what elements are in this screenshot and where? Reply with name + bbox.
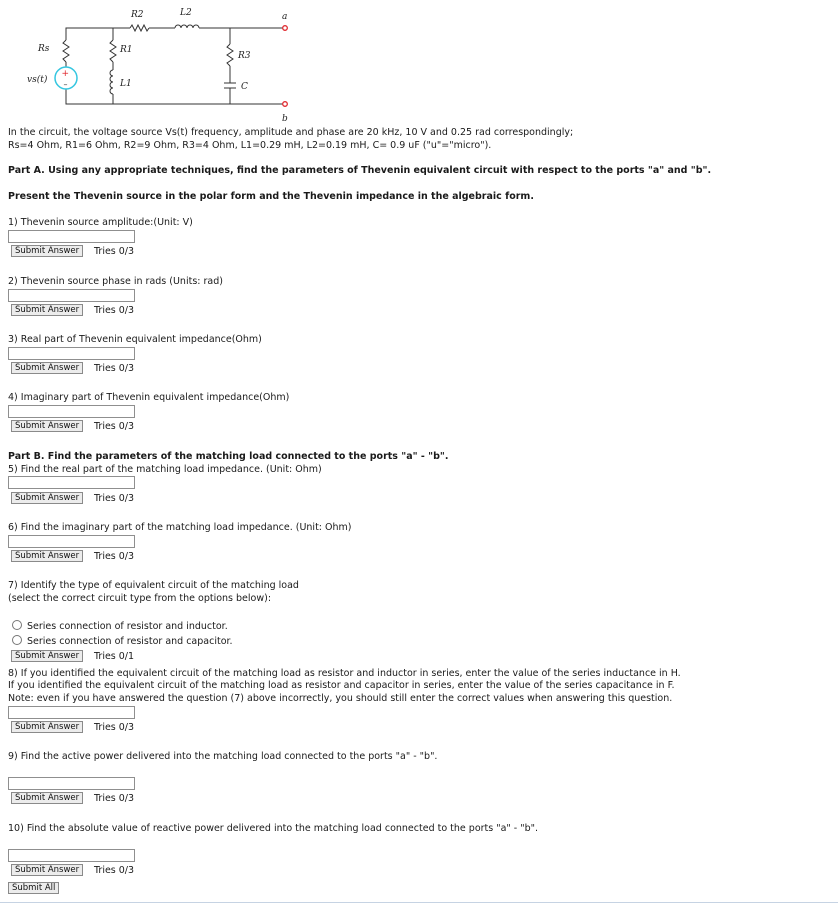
part-a-title: Part A. Using any appropriate techniques, find the parameters of Thevenin equivalent circuit with respect to the ports "a" and "b". — [8, 165, 712, 176]
label-a: a — [282, 12, 288, 22]
answer-6-input[interactable] — [8, 535, 135, 548]
submit-answer-4-button[interactable]: Submit Answer — [11, 420, 83, 432]
question-2-label: 2) Thevenin source phase in rads (Units: rad) — [8, 276, 223, 287]
part-b-title: Part B. Find the parameters of the matching load connected to the ports "a" - "b". — [8, 451, 449, 462]
label-l1: L1 — [120, 79, 132, 89]
answer-10-input[interactable] — [8, 849, 135, 862]
question-8-label-2: If you identified the equivalent circuit of the matching load as resistor and capacitor in series, enter the value of the series capacitance in F. — [8, 680, 675, 691]
submit-all-button[interactable]: Submit All — [8, 882, 59, 894]
submit-answer-9-button[interactable]: Submit Answer — [11, 792, 83, 804]
question-9-label: 9) Find the active power delivered into the matching load connected to the ports "a" - "b". — [8, 751, 438, 762]
answer-1-input[interactable] — [8, 230, 135, 243]
terminal-b — [283, 102, 288, 107]
intro-line-2: Rs=4 Ohm, R1=6 Ohm, R2=9 Ohm, R3=4 Ohm, L1=0.29 mH, L2=0.19 mH, C= 0.9 uF ("u"="micro"). — [8, 140, 492, 151]
radio-rc-option[interactable] — [12, 635, 22, 645]
tries-1: Tries 0/3 — [94, 246, 135, 257]
question-7-instruction: (select the correct circuit type from the options below): — [8, 593, 272, 604]
question-10-label: 10) Find the absolute value of reactive power delivered into the matching load connected to the ports "a" - "b". — [8, 823, 539, 834]
svg-text:–: – — [63, 80, 68, 89]
question-3-label: 3) Real part of Thevenin equivalent impedance(Ohm) — [8, 334, 262, 345]
tries-4: Tries 0/3 — [94, 421, 135, 432]
answer-3-input[interactable] — [8, 347, 135, 360]
tries-5: Tries 0/3 — [94, 493, 135, 504]
label-c: C — [241, 82, 248, 92]
submit-answer-1-button[interactable]: Submit Answer — [11, 245, 83, 257]
tries-10: Tries 0/3 — [94, 865, 135, 876]
tries-7: Tries 0/1 — [94, 651, 135, 662]
radio-rl-option[interactable] — [12, 620, 22, 630]
question-8-note: Note: even if you have answered the question (7) above incorrectly, you should still enter the correct values when answering this question. — [8, 693, 673, 704]
terminal-a — [283, 26, 288, 31]
question-4-label: 4) Imaginary part of Thevenin equivalent impedance(Ohm) — [8, 392, 290, 403]
part-a-subtitle: Present the Thevenin source in the polar form and the Thevenin impedance in the algebraic form. — [8, 191, 534, 202]
answer-9-input[interactable] — [8, 777, 135, 790]
submit-answer-10-button[interactable]: Submit Answer — [11, 864, 83, 876]
option-rl-label: Series connection of resistor and inductor. — [27, 621, 228, 632]
question-7-label: 7) Identify the type of equivalent circuit of the matching load — [8, 580, 299, 591]
option-rc-label: Series connection of resistor and capacitor. — [27, 636, 233, 647]
label-b: b — [282, 114, 288, 124]
label-l2: L2 — [180, 8, 192, 18]
answer-5-input[interactable] — [8, 476, 135, 489]
answer-4-input[interactable] — [8, 405, 135, 418]
submit-answer-6-button[interactable]: Submit Answer — [11, 550, 83, 562]
tries-6: Tries 0/3 — [94, 551, 135, 562]
question-1-label: 1) Thevenin source amplitude:(Unit: V) — [8, 217, 193, 228]
label-r2: R2 — [131, 10, 144, 20]
tries-8: Tries 0/3 — [94, 722, 135, 733]
submit-answer-7-button[interactable]: Submit Answer — [11, 650, 83, 662]
label-vs: vs(t) — [27, 75, 48, 85]
svg-text:+: + — [61, 69, 70, 79]
submit-answer-8-button[interactable]: Submit Answer — [11, 721, 83, 733]
tries-2: Tries 0/3 — [94, 305, 135, 316]
label-rs: Rs — [38, 44, 50, 54]
tries-9: Tries 0/3 — [94, 793, 135, 804]
question-6-label: 6) Find the imaginary part of the matching load impedance. (Unit: Ohm) — [8, 522, 352, 533]
answer-2-input[interactable] — [8, 289, 135, 302]
circuit-diagram — [0, 0, 300, 125]
label-r3: R3 — [238, 51, 251, 61]
question-8-label: 8) If you identified the equivalent circuit of the matching load as resistor and inductor in series, enter the value of the series inductance in H. — [8, 668, 681, 679]
submit-answer-5-button[interactable]: Submit Answer — [11, 492, 83, 504]
submit-answer-2-button[interactable]: Submit Answer — [11, 304, 83, 316]
label-r1: R1 — [120, 45, 133, 55]
intro-line-1: In the circuit, the voltage source Vs(t) frequency, amplitude and phase are 20 kHz, 10 V and 0.25 rad correspondingly; — [8, 127, 574, 138]
tries-3: Tries 0/3 — [94, 363, 135, 374]
bottom-divider — [0, 902, 838, 903]
question-5-label: 5) Find the real part of the matching load impedance. (Unit: Ohm) — [8, 464, 322, 475]
answer-8-input[interactable] — [8, 706, 135, 719]
submit-answer-3-button[interactable]: Submit Answer — [11, 362, 83, 374]
